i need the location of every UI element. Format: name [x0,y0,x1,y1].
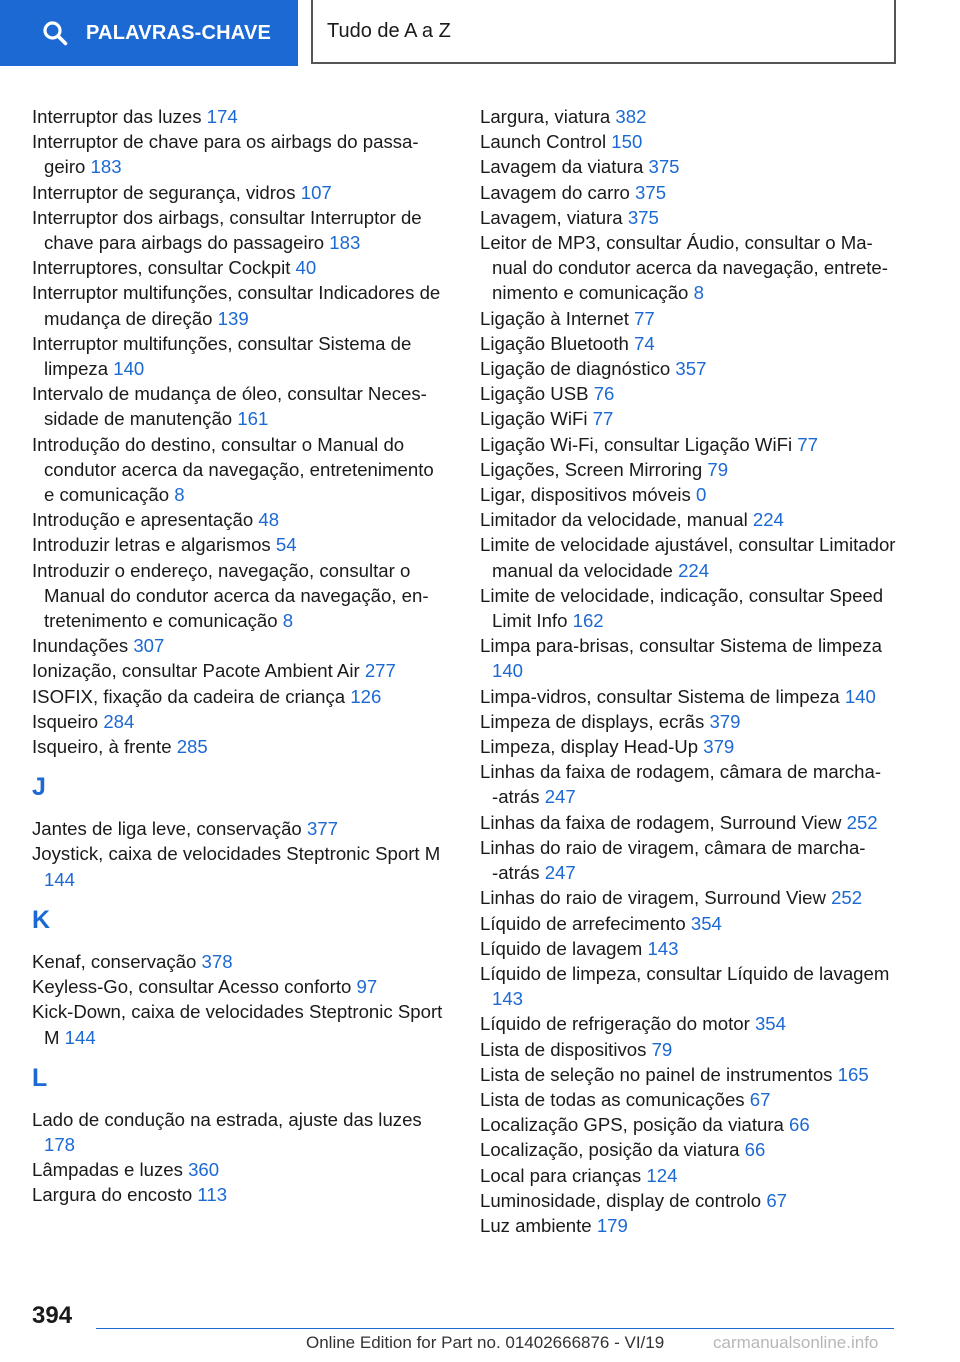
page-link[interactable]: 354 [754,1013,786,1035]
index-entry [32,949,447,974]
index-entry [480,306,900,331]
index-entry-text: Lista de seleção no painel de instrumentos [480,1063,833,1085]
index-entry-text: Introduzir o endereço, navegação, consultar o Manual do condutor acerca da navegação, entretenimento e comunicação [32,559,429,632]
footer-divider [96,1328,894,1329]
page-link[interactable]: 161 [237,408,269,430]
page-link[interactable]: 174 [206,106,238,127]
index-entry-text: Limpeza, display Head-Up [480,736,699,758]
page-link[interactable]: 139 [217,307,249,329]
page-link[interactable]: 74 [634,332,655,354]
index-entry [480,482,900,507]
index-entry [32,180,447,205]
index-entry-text: Limite de velocidade, indicação, consultar Speed Limit Info [480,584,884,632]
page-link[interactable]: 140 [113,358,145,380]
index-entry [480,885,900,910]
page-link[interactable]: 8 [174,484,185,506]
page-link[interactable]: 252 [846,811,878,833]
page-link[interactable]: 48 [258,509,280,531]
index-entry [480,1087,900,1112]
page-link[interactable]: 40 [295,257,317,279]
index-entry [480,205,900,230]
index-entry [480,759,900,809]
page-link[interactable]: 107 [300,181,332,203]
index-entry-text: Interruptor de chave para os airbags do passageiro [32,131,419,178]
page-link[interactable]: 76 [593,383,615,405]
index-entry-text: Localização GPS, posição da viatura [480,1114,784,1136]
page-link[interactable]: 183 [329,232,361,254]
index-entry [480,331,900,356]
section-letter: K [32,905,51,934]
index-entry [480,936,900,961]
index-entry-text: Linhas do raio de viragem, Surround View [480,887,826,909]
page-link[interactable]: 124 [646,1164,678,1186]
index-entry [480,1137,900,1162]
page-link[interactable]: 150 [611,131,643,153]
index-entry [32,129,447,179]
index-entry [32,734,447,759]
page-link[interactable]: 144 [44,868,76,890]
index-entry-text: Local para crianças [480,1164,642,1186]
index-entry-text: Limpa para-brisas, consultar Sistema de limpeza [480,635,883,657]
index-entry-text: Isqueiro [32,710,99,732]
index-entry [480,180,900,205]
page-link[interactable]: 277 [364,660,396,682]
page-link[interactable]: 165 [837,1063,869,1085]
index-entry [32,974,447,999]
index-entry-text: Lavagem, viatura [480,206,623,228]
index-entry-text: Keyless-Go, consultar Acesso conforto [32,976,352,998]
page-link[interactable]: 377 [306,818,338,840]
index-entry-text: Interruptor multifunções, consultar Indicadores de mudança de direção [32,282,441,329]
edition-text: Online Edition for Part no. 01402666876 - VI/19 [306,1333,665,1352]
index-entry [480,1188,900,1213]
search-icon [42,20,68,46]
index-entry-text: Largura, viatura [480,106,611,127]
index-entry-text: Inundações [32,635,129,657]
page-link[interactable]: 307 [133,635,165,657]
index-entry [480,835,900,885]
index-entry-text: Lado de condução na estrada, ajuste das luzes [32,1108,422,1130]
index-entry [32,684,447,709]
index-entry-text: Leitor de MP3, consultar Áudio, consultar o Manual do condutor acerca da navegação, entretenimento e comunicação [480,232,888,304]
page-link[interactable]: 247 [544,862,576,884]
index-entry [480,1062,900,1087]
index-entry-text: Limite de velocidade ajustável, consultar Limitador manual da velocidade [480,534,896,581]
index-entry-text: Ligação Wi-Fi, consultar Ligação WiFi [480,433,793,455]
index-entry [32,104,447,129]
page-link[interactable]: 247 [544,786,576,808]
page-link[interactable]: 224 [678,559,710,581]
page-link[interactable]: 382 [615,106,647,127]
section-title-tab[interactable] [311,0,896,64]
index-column-right [480,104,900,1238]
index-entry [480,104,900,129]
index-entry-text: Luminosidade, display de controlo [480,1189,762,1211]
index-entry [480,1011,900,1036]
index-entry [480,911,900,936]
page-link[interactable]: 285 [176,736,208,758]
index-entry-text: Lâmpadas e luzes [32,1159,183,1181]
page-link[interactable]: 379 [703,736,735,758]
index-entry-text: Lavagem do carro [480,181,630,203]
page-link[interactable]: 0 [696,484,707,506]
index-entry-text: Ligar, dispositivos móveis [480,484,691,506]
index-entry [32,432,447,508]
index-entry-text: Lista de dispositivos [480,1038,647,1060]
index-entry [32,633,447,658]
index-entry-text: Limitador da velocidade, manual [480,509,748,531]
page-link[interactable]: 8 [282,610,294,632]
page-link[interactable]: 379 [709,710,741,732]
page-link[interactable]: 178 [44,1133,76,1155]
index-entry-text: Intervalo de mudança de óleo, consultar Necessidade de manutenção [32,383,427,430]
page-link[interactable]: 140 [844,685,876,707]
page-link[interactable]: 162 [572,610,604,632]
index-entry [480,406,900,431]
index-entry [32,280,447,330]
page-link[interactable]: 144 [64,1026,96,1048]
page-link[interactable]: 360 [188,1159,220,1181]
index-entry [32,1107,447,1157]
index-entry-text: Limpeza de displays, ecrãs [480,710,705,732]
index-entry [480,633,900,683]
index-entry [32,999,447,1049]
page-link[interactable]: 357 [675,358,707,380]
index-entry-text: Largura do encosto [32,1184,193,1206]
page-link[interactable]: 66 [744,1139,766,1161]
index-entry [480,356,900,381]
watermark: carmanualsonline.info [713,1333,879,1352]
page-link[interactable]: 8 [693,282,704,304]
page-link[interactable]: 183 [90,156,122,178]
index-entry-text: Jantes de liga leve, conservação [32,818,302,840]
index-entry-text: Interruptor de segurança, vidros [32,181,296,203]
index-entry-text: Interruptor das luzes [32,106,202,127]
index-entry [32,658,447,683]
index-entry [480,583,900,633]
keywords-tab-label: PALAVRAS-CHAVE [86,21,272,44]
page-link[interactable]: 79 [707,458,729,480]
page-number: 394 [32,1302,73,1329]
header [0,0,960,66]
index-entry-text: Isqueiro, à frente [32,736,172,758]
index-entry [32,331,447,381]
index-entry-text: Kick-Down, caixa de velocidades Steptronic Sport M [32,1001,443,1048]
keywords-tab[interactable] [0,0,298,66]
index-entry [32,558,447,634]
page-link[interactable]: 79 [651,1038,673,1060]
index-entry-text: Ligação USB [480,383,589,405]
page-link[interactable]: 126 [350,685,382,707]
index-entry [480,532,900,582]
page-link[interactable]: 354 [690,912,722,934]
index-entry-text: Luz ambiente [480,1214,592,1236]
page-link[interactable]: 97 [356,976,378,998]
index-entry [480,230,900,306]
index-entry-text: Ligações, Screen Mirroring [480,458,703,480]
page-link[interactable]: 66 [789,1114,810,1136]
index-entry [32,1182,447,1207]
index-entry-text: Joystick, caixa de velocidades Steptronic Sport M [32,843,441,865]
page-link[interactable]: 143 [647,937,679,959]
index-entry-text: Líquido de lavagem [480,937,643,959]
index-entry [480,709,900,734]
page-link[interactable]: 224 [752,509,784,531]
page-link[interactable]: 67 [749,1088,771,1110]
index-entry [32,255,447,280]
page-link[interactable]: 77 [797,433,818,455]
index-entry-text: ISOFIX, fixação da cadeira de criança [32,685,346,707]
section-letter: L [32,1063,48,1092]
index-entry [32,816,447,841]
index-entry-text: Linhas da faixa de rodagem, Surround View [480,811,842,833]
index-entry-text: Introdução do destino, consultar o Manual do condutor acerca da navegação, entretenimento e comunicação [32,433,434,506]
index-entry-text: Introduzir letras e algarismos [32,534,271,556]
index-entry [480,1112,900,1137]
index-entry-text: Interruptor dos airbags, consultar Interruptor de chave para airbags do passageiro [32,206,422,254]
section-letter: J [32,773,46,802]
index-entry [32,205,447,255]
index-entry-text: Líquido de limpeza, consultar Líquido de lavagem [480,962,890,984]
index-entry-text: Interruptor multifunções, consultar Sistema de limpeza [32,332,412,380]
index-entry [480,129,900,154]
page-link[interactable]: 77 [592,408,614,430]
index-entry-text: Localização, posição da viatura [480,1139,740,1161]
index-entry [480,154,900,179]
index-entry-text: Introdução e apresentação [32,509,254,531]
index-entry [32,709,447,734]
index-entry-text: Ligação WiFi [480,408,588,430]
section-title: Tudo de A a Z [327,19,451,42]
index-entry-text: Ligação à Internet [480,307,629,329]
index-entry [480,961,900,1011]
page-link[interactable]: 179 [596,1214,628,1236]
page-link[interactable]: 375 [635,181,667,203]
index-entry [480,734,900,759]
index-entry [32,381,447,431]
index-entry [32,532,447,557]
index-entry-text: Ionização, consultar Pacote Ambient Air [32,660,360,682]
index-entry [32,1157,447,1182]
page-link[interactable]: 54 [275,534,297,556]
index-entry-text: Ligação Bluetooth [480,332,629,354]
index-entry-text: Interruptores, consultar Cockpit [32,257,291,279]
page-link[interactable]: 113 [197,1184,228,1206]
index-entry-text: Limpa-vidros, consultar Sistema de limpeza [480,685,840,707]
index-column-left [32,104,447,1208]
index-entry-text: Linhas da faixa de rodagem, câmara de marcha-‑atrás [480,761,882,808]
index-entry [480,457,900,482]
index-entry [480,1213,900,1238]
index-entry-text: Líquido de arrefecimento [480,912,686,934]
page-link[interactable]: 378 [201,950,233,972]
index-entry-text: Kenaf, conservação [32,950,197,972]
page-link[interactable]: 140 [492,660,524,682]
index-entry [480,1037,900,1062]
index-entry [480,507,900,532]
page-link[interactable]: 284 [103,710,135,732]
page-link[interactable]: 375 [648,156,680,178]
index-entry-text: Launch Control [480,131,607,153]
index-entry [32,507,447,532]
index-entry-text: Líquido de refrigeração do motor [480,1013,750,1035]
index-entry-text: Ligação de diagnóstico [480,358,671,380]
index-entry [480,432,900,457]
page-link[interactable]: 77 [634,307,655,329]
index-entry [32,841,447,891]
index-entry-text: Linhas do raio de viragem, câmara de marcha-‑atrás [480,836,866,884]
index-entry-text: Lavagem da viatura [480,156,644,178]
page-link[interactable]: 252 [831,887,863,909]
index-entry [480,1163,900,1188]
index-entry-text: Lista de todas as comunicações [480,1088,745,1110]
index-entry [480,684,900,709]
page-link[interactable]: 375 [627,206,659,228]
page-link[interactable]: 67 [766,1189,788,1211]
index-entry [480,810,900,835]
index-entry [480,381,900,406]
page-link[interactable]: 143 [492,988,524,1010]
